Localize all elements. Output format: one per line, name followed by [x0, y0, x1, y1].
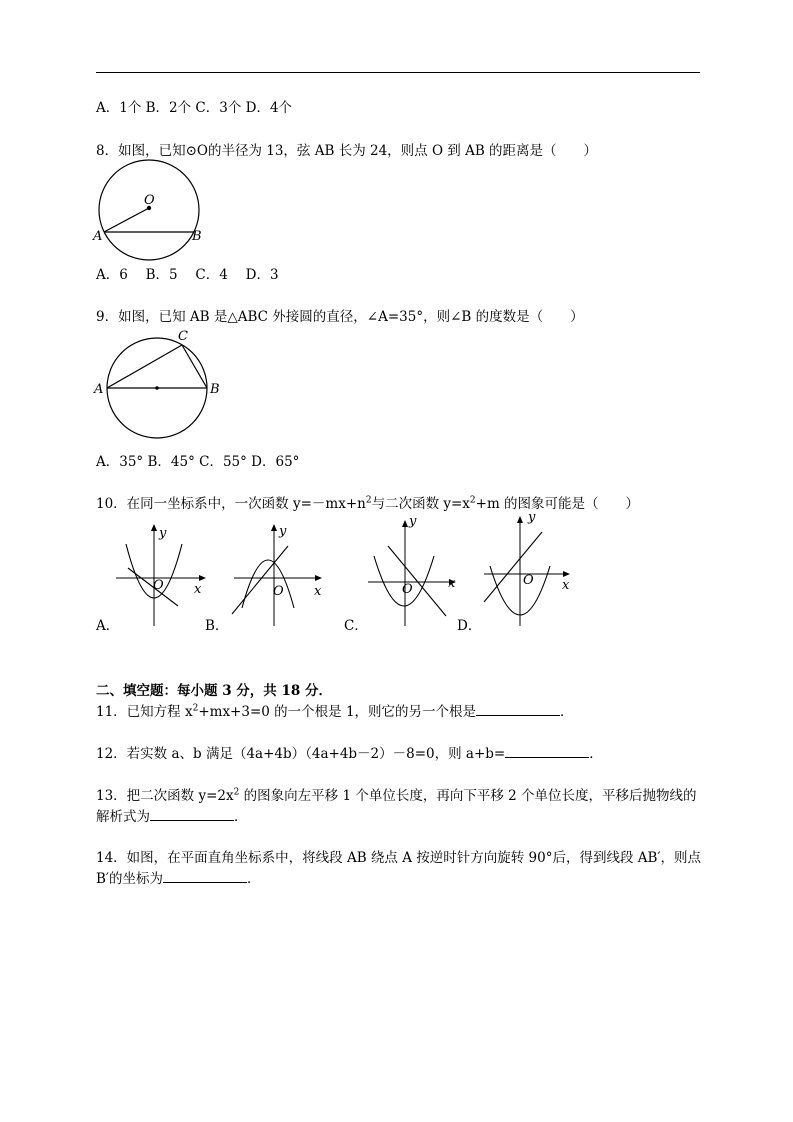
q8-stem: 8．如图，已知⊙O的半径为 13，弦 AB 长为 24，则点 O 到 AB 的距离是（ ）	[96, 143, 598, 159]
q10-a-x-label: x	[194, 582, 202, 597]
q9-stem: 9．如图，已知 AB 是△ABC 外接圆的直径，∠A=35°，则∠B 的度数是（ ）	[96, 309, 584, 325]
q8-label-b: B	[192, 229, 202, 244]
q9-label-a: A	[94, 382, 104, 397]
q8-options: A．6 B．5 C．4 D．3	[96, 267, 279, 283]
q10-choice-c: C．	[344, 618, 368, 634]
q12: 12．若实数 a、b 满足（4a+4b）（4a+4b－2）－8=0，则 a+b= ．	[96, 746, 603, 762]
q10-graph-b	[228, 522, 328, 630]
q10-a-y-label: y	[159, 526, 167, 541]
q13-answer-blank[interactable]	[150, 808, 234, 821]
header-rule	[96, 72, 700, 73]
q14-line1: 14．如图，在平面直角坐标系中，将线段 AB 绕点 A 按逆时针方向旋转 90°后，得到线段 AB′，则点	[96, 850, 702, 866]
section-2-title: 二、填空题：每小题 3 分，共 18 分．	[96, 683, 332, 699]
q11: 11．已知方程 $x^2+mx+3=0$ 的一个根是 1，则它的另一个根是 ．	[96, 703, 574, 720]
q10-c-origin: O	[402, 582, 413, 597]
q14-line2: B′的坐标为 ．	[96, 871, 261, 887]
q10-choice-d: D．	[457, 618, 482, 634]
q12-answer-blank[interactable]	[505, 745, 589, 758]
q10-choice-b: B．	[205, 618, 229, 634]
q14-answer-blank[interactable]	[163, 870, 247, 883]
q10-stem: 10．在同一坐标系中，一次函数 $y=-mx+n^2$与二次函数 $y=x^2+m$ 的图象可能是（ ）	[96, 495, 640, 512]
q9-label-c: C	[178, 329, 188, 344]
q10-b-x-label: x	[314, 584, 322, 599]
q10-a-origin: O	[153, 578, 164, 593]
q10-c-x-label: x	[448, 576, 456, 591]
q8-label-o: O	[144, 193, 155, 208]
q9-options: A．35° B．45° C．55° D．65°	[96, 454, 300, 470]
q10-choice-a: A．	[96, 618, 120, 634]
q10-d-origin: O	[523, 573, 534, 588]
q10-graph-c	[364, 516, 464, 630]
q9-label-b: B	[210, 382, 220, 397]
q10-d-x-label: x	[562, 578, 570, 593]
q8-label-a: A	[93, 229, 103, 244]
q13-line1: 13．把二次函数 $y=2x^2$ 的图象向左平移 1 个单位长度，再向下平移 2 个单位长度，平移后抛物线的	[96, 787, 697, 804]
q13-line2: 解析式为 ．	[96, 809, 248, 825]
q10-b-origin: O	[273, 584, 284, 599]
q10-b-y-label: y	[279, 524, 287, 539]
q10-c-y-label: y	[409, 514, 417, 529]
q11-answer-blank[interactable]	[476, 703, 560, 716]
q10-d-y-label: y	[528, 510, 536, 525]
q7-options: A．1个 B．2个 C．3个 D．4个	[96, 100, 293, 116]
q9-circle-figure	[100, 333, 215, 443]
q10-graph-d	[480, 512, 580, 630]
